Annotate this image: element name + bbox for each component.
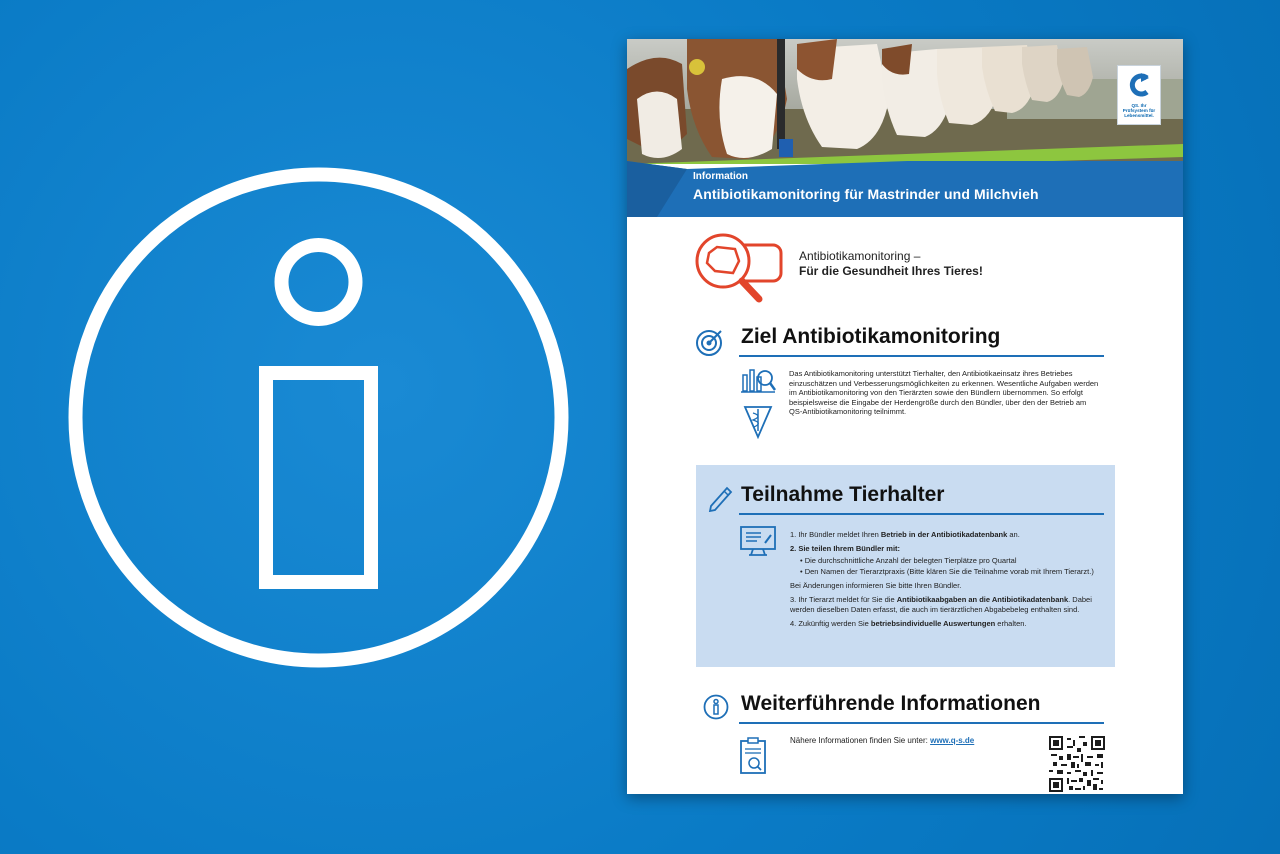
info-icon [66,165,571,670]
qs-logo [1117,65,1161,125]
list-subitem: • Die durchschnittliche Anzahl der belegten Tierplätze pro Quartal [800,556,1017,565]
section-weiterfuehrend-title: Weiterführende Informationen [741,692,1041,715]
hero-tagline [799,249,983,279]
target-icon [695,327,725,357]
list-item: 1. Ihr Bündler meldet Ihren Betrieb in der Antibiotikadatenbank an. [790,530,1020,539]
chart-search-icon [741,365,777,395]
section-rule [739,722,1104,724]
list-item: 4. Zukünftig werden Sie betriebsindividuelle Auswertungen erhalten. [790,619,1027,628]
more-info-text: Nähere Informationen finden Sie unter: www.q-s.de [790,736,975,745]
banner-label: Information [693,171,748,182]
banner-title: Antibiotikamonitoring für Mastrinder und Milchvieh [693,186,1039,202]
banner-text [693,171,1039,202]
cow-magnifier-icon [691,225,791,305]
teilnahme-list [790,530,1105,633]
small-info-icon [703,694,729,720]
clipboard-icon [739,737,767,775]
qs-logo-icon [1127,70,1151,100]
section-rule [739,355,1104,357]
section-ziel-text: Das Antibiotikamonitoring unterstützt Tierhalter, den Antibiotikaeinsatz ihres Betriebes einzuschätzen und Verbesserungsmöglichkeiten zu erkennen. Wesentliche Aufgaben werden im Antibiotikamonitoring von den Tierärzten sowie den Bündlern übernommen. So erfolgt beispielsweise die Eingabe der Herdengröße durch den Bündler, über den der Betrieb am QS-Antibiotikamonitoring teilnimmt. [789,369,1099,416]
qr-code[interactable] [1049,736,1105,792]
computer-monitor-icon [739,525,777,557]
section-rule [739,513,1104,515]
hero-line2: Für die Gesundheit Ihres Tieres! [799,264,983,278]
website-link[interactable]: www.q-s.de [930,736,975,745]
info-flyer [627,39,1183,794]
pencil-icon [707,484,733,512]
list-note: Bei Änderungen informieren Sie bitte Ihren Bündler. [790,581,962,590]
list-item: 2. Sie teilen Ihrem Bündler mit: [790,544,901,553]
hero-line1: Antibiotikamonitoring – [799,249,921,263]
section-ziel-title: Ziel Antibiotikamonitoring [741,325,1001,348]
cows-photo [627,39,1183,164]
list-item: 3. Ihr Tierarzt meldet für Sie die Antibiotikaabgaben an die Antibiotikadatenbank. Dabei werden dieselben Daten erfasst, die auch im tierärztlichen Abgabebeleg enthalten sind. [790,595,1092,614]
vet-caduceus-icon [743,403,773,439]
list-subitem: • Den Namen der Tierarztpraxis (Bitte klären Sie die Teilnahme vorab mit Ihrem Tierarzt.) [800,567,1094,576]
section-teilnahme-title: Teilnahme Tierhalter [741,483,945,506]
logo-text: QS. Ihr Prüfsystem für Lebensmittel. [1122,103,1156,118]
